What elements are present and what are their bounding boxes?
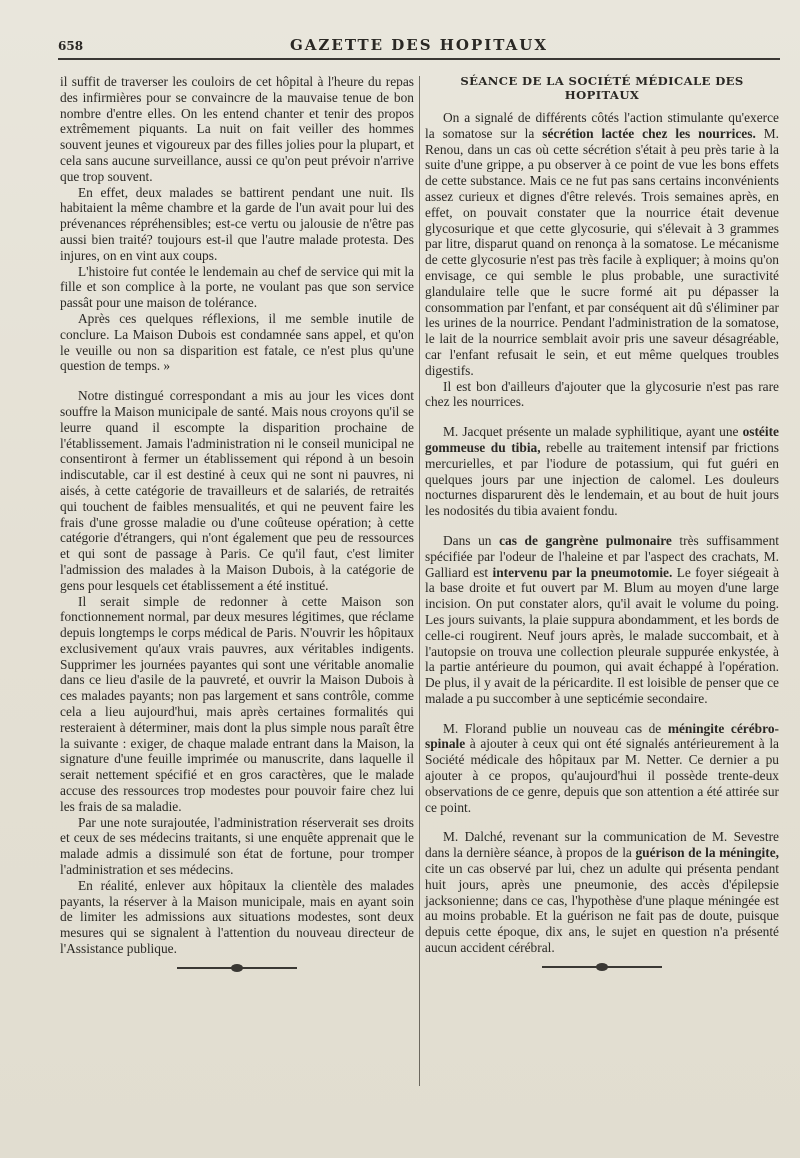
left-paragraph-2: En effet, deux malades se battirent pendant une nuit. Ils habitaient la même chambre et la garde de l'un avait pour lui des prévenances répréhensibles; est-ce vertu ou jalousie de n'être pas aussi bien traité? toujours est-il que l'autre malade protesta. Des injures, on en vint aux coups. xyxy=(60,184,414,263)
right-paragraph-6: M. Dalché, revenant sur la communication de M. Sevestre dans la dernière séance, à propos de la guérison de la méningite, cite un cas observé par lui, chez un adulte qui présenta pendant huit jours, après une pneumonie, des accès d'épilepsie jacksonienne; dans ce cas, l'hypothèse d'une plaque méningée est au moins probable. Et la guérison ne fait pas de doute, puisque depuis cette époque, dix ans, le sujet en question n'a présenté aucun accident cérébral. xyxy=(425,829,779,956)
right-paragraph-4: Dans un cas de gangrène pulmonaire très suffisamment spécifiée par l'odeur de l'haleine et par l'aspect des crachats, M. Galliard est intervenu par la pneumotomie. Le foyer siégeait à la base droite et fut ouvert par M. Blum au moyen d'une large incision. On put constater alors, qu'il avait le volume du poing. Les jours suivants, la plaie suppura abondamment, et les bords de celle-ci rougirent. Neuf jours après, le malade succombait, et à l'autopsie on trouva une collection pleurale suppurée enkystée, à la partie antérieure du poumon, qui avait échappé à l'opération. De plus, il y avait de la péricardite. Il est loisible de penser que ce malade a pu succomber à une septicémie secondaire. xyxy=(425,532,780,706)
paragraph-gap xyxy=(425,815,779,829)
left-column xyxy=(60,74,414,969)
end-ornament-right xyxy=(542,966,662,968)
page-number: 658 xyxy=(58,39,84,53)
end-ornament-left xyxy=(177,967,297,969)
left-paragraph-4: Après ces quelques réflexions, il me semble inutile de conclure. La Maison Dubois est condamnée sans appel, et qu'on le veuille ou non sa disparition est fatale, ce n'est plus qu'une question de temps. » xyxy=(60,310,414,374)
paragraph-gap xyxy=(425,519,779,533)
page-header xyxy=(58,26,780,60)
left-paragraph-6: Il serait simple de redonner à cette Maison son fonctionnement normal, par deux mesures légitimes, que réclame depuis longtemps le corps médical de Paris. N'ouvrir les hôpitaux exclusivement qu'aux vrais pauvres, aux véritables indigents. Supprimer les journées payantes qui sont une véritable anomalie dans ce lieu d'asile de la pauvreté, et ouvrir la Maison Dubois à ces malades payants; non pas largement et sans contrôle, comme cela a lieu aujourd'hui, mais après certaines formalités qui resteraient à déterminer, mais dont la plus simple nous paraît être la suivante : exiger, de chaque malade entrant dans la Maison, la signature d'une feuille imprimée ou manuscrite, dans laquelle il serait nettement spécifié et en gros caractères, que le malade accuse des ressources trop modestes pour pouvoir faire chez lui les frais de sa maladie. xyxy=(60,593,414,814)
right-column xyxy=(425,74,779,968)
column-divider xyxy=(419,76,420,1086)
left-paragraph-8: En réalité, enlever aux hôpitaux la clientèle des malades payants, la réserver à la Maison municipale, mais en ayant soin de limiter les admissions aux situations modestes, sont deux mesures qui se signalent à l'attention du nouveau directeur de l'Assistance publique. xyxy=(60,877,414,957)
paragraph-gap xyxy=(60,374,414,388)
left-paragraph-5: Notre distingué correspondant a mis au jour les vices dont souffre la Maison municipale de santé. Mais nous croyons qu'il se leurre quand il escompte la disparition prochaine de l'établissement. Jamais l'administration ni le conseil municipal ne consentiront à fermer un établissement qui répond à un besoin indiscutable, car il est destiné à ceux qui ne sont ni pauvres, ni aisés, à cette catégorie de travailleurs et de salariés, de retraités qui touchent de faibles mensualités, et qui ne peuvent faire les frais d'une grosse maladie ou d'une coûteuse opération; à cette catégorie d'étrangers, qui n'ont également que peu de ressources et qui sont de passage à Paris. Ce qu'il faut, c'est limiter l'admission des malades à la Maison Dubois, à la catégorie de gens pour lesquels cet établissement a été institué. xyxy=(60,388,414,593)
section-title: SÉANCE DE LA SOCIÉTÉ MÉDICALE DES HOPITAUX xyxy=(460,74,744,102)
right-paragraph-1: On a signalé de différents côtés l'action stimulante qu'exerce la somatose sur la sécrétion lactée chez les nourrices. M. Renou, dans un cas où cette sécrétion s'était à peu près tarie à la suite d'une grippe, a pu observer à ce point de vue les bons effets de cette substance. Mais ce ne fut pas sans certains inconvénients assez curieux et dignes d'être relevés. Trois semaines après, en effet, on pouvait constater que la nourrice était devenue glycosurique et que cette glycosurie, qui s'élevait à 3 grammes par litre, disparut quand on renonça à la somatose. Le mécanisme de cette glycosurie n'est pas très facile à expliquer; à moins qu'on envisage, ce qui semble le plus probable, une suractivité glandulaire telle que le sucre formé ait pu dépasser la consommation par l'enfant, et par conséquent ait dû s'éliminer par les urines de la nourrice. Pendant l'administration de la somatose, le lait de la nourrice semblait avoir pris une saveur désagréable, car l'enfant refusait le sein, et eut même quelques troubles digestifs. xyxy=(425,110,779,378)
left-paragraph-1: il suffit de traverser les couloirs de cet hôpital à l'heure du repas des infirmières pour se convaincre de la mauvaise tenue de bon nombre d'entre elles. On les entend chanter et tenir des propos extrêmement piquants. La nuit on fait veiller des hommes souvent jeunes et vigoureux par des filles jolies pour la plupart, et cela sans aucune surveillance, aussi ce qu'on peut prévoir n'arrive que trop souvent. xyxy=(60,74,414,184)
paragraph-gap xyxy=(425,707,779,721)
right-paragraph-5: M. Florand publie un nouveau cas de méningite cérébro-spinale à ajouter à ceux qui ont été signalés antérieurement à la Société médicale des hôpitaux par M. Netter. Ce dernier a pu ajouter à ce propos, qu'aujourd'hui il possède trente-deux observations de ce genre, depuis que son attention a été attirée sur ce point. xyxy=(425,720,779,815)
left-paragraph-3: L'histoire fut contée le lendemain au chef de service qui mit la fille et son complice à la porte, ne voulant pas que son service passât pour une maison de tolérance. xyxy=(60,263,414,311)
left-paragraph-7: Par une note surajoutée, l'administration réserverait ses droits et ceux de ses médecins traitants, si une enquête apprenait que le malade admis a dissimulé son état de fortune, pour tromper l'administration et ses médecins. xyxy=(60,814,414,878)
paragraph-gap xyxy=(425,410,779,424)
journal-title: GAZETTE DES HOPITAUX xyxy=(289,36,548,54)
right-paragraph-2: Il est bon d'ailleurs d'ajouter que la glycosurie n'est pas rare chez les nourrices. xyxy=(425,378,779,410)
right-paragraph-3: M. Jacquet présente un malade syphilitique, ayant une ostéite gommeuse du tibia, rebelle au traitement intensif par frictions mercurielles, et par l'iodure de potassium, qui fut guéri en quelques jours par une injection de calomel. Les douleurs nocturnes disparurent dès le lendemain, et au bout de huit jours les nodosités du tibia avaient fondu. xyxy=(425,424,779,519)
